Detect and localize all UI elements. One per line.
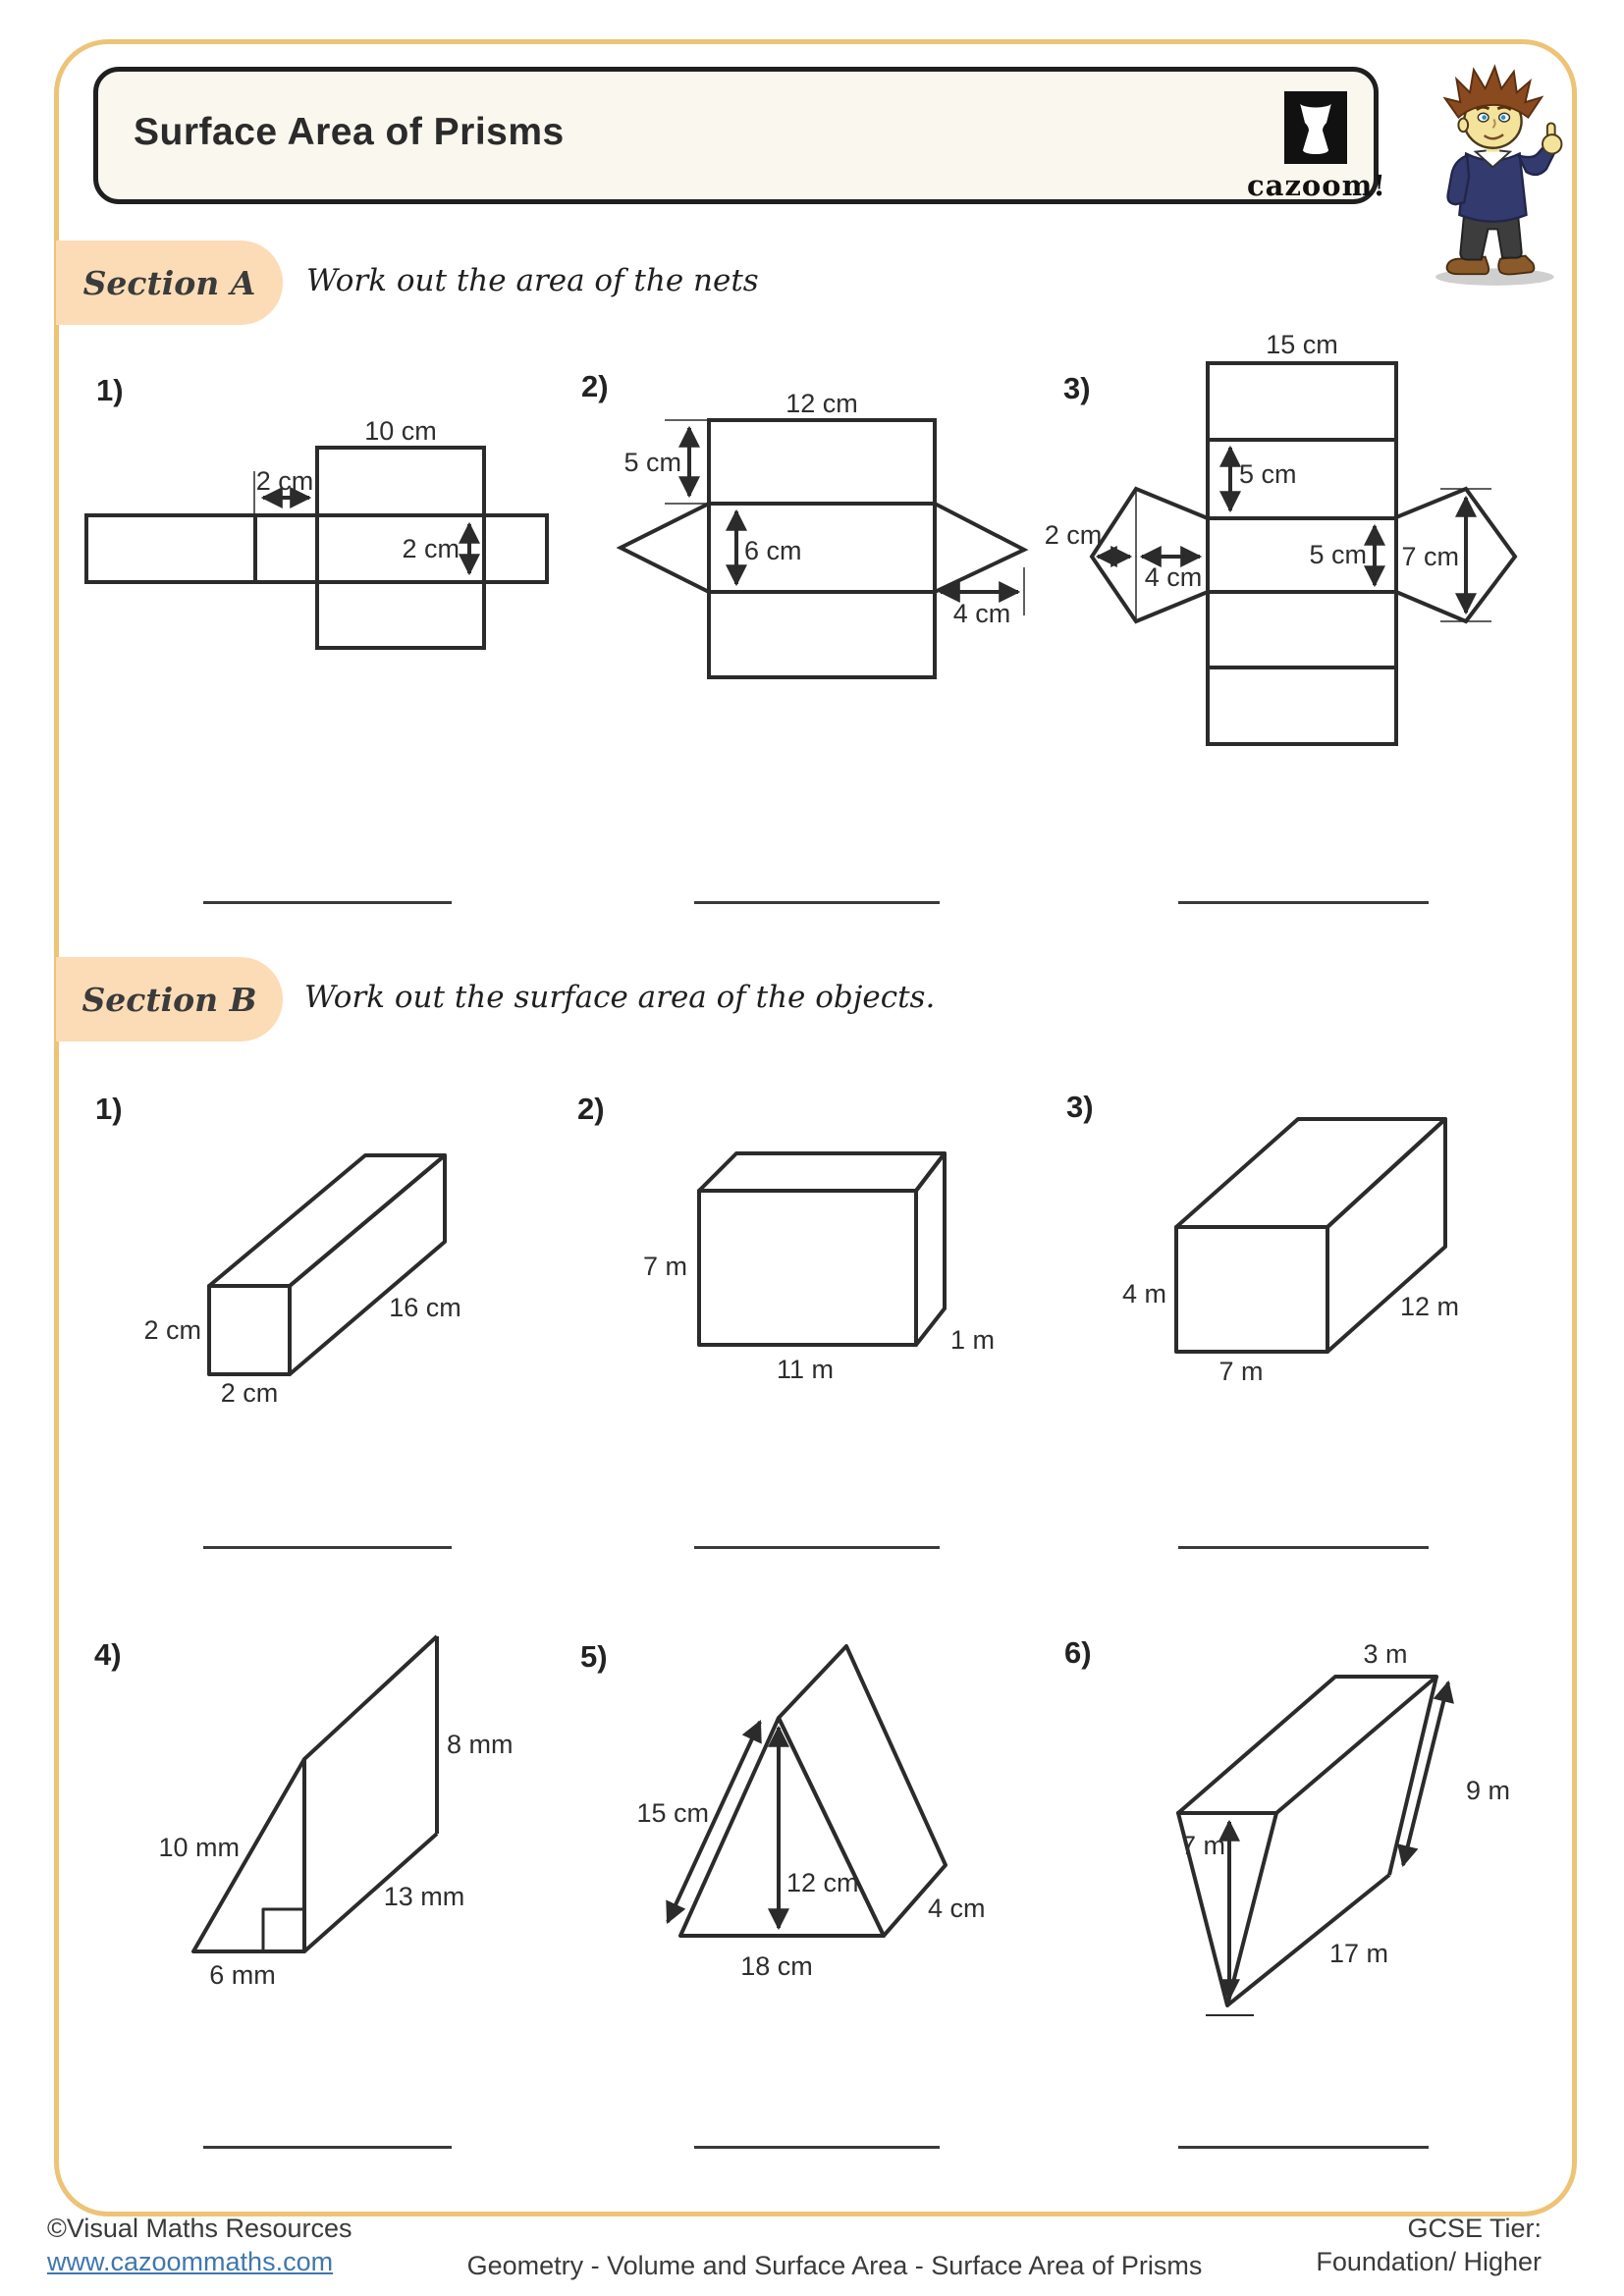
question-number-b1: 1)	[95, 1092, 123, 1126]
section-a-label: Section A	[82, 263, 256, 302]
footer-website-link[interactable]: www.cazoommaths.com	[47, 2247, 334, 2276]
section-b-instruction: Work out the surface area of the objects.	[304, 980, 936, 1015]
dim-b1-width: 2 cm	[220, 1378, 279, 1408]
dim-b4-length: 13 mm	[383, 1882, 465, 1911]
footer-tier-label: GCSE Tier:	[1407, 2214, 1542, 2243]
dim-a3-body: 4 cm	[1144, 562, 1203, 592]
title-box	[93, 67, 1387, 204]
dim-b5-height: 12 cm	[786, 1868, 859, 1897]
dim-a2-top: 12 cm	[785, 389, 858, 418]
dim-b1-height: 2 cm	[143, 1315, 201, 1345]
dim-b2-depth: 1 m	[950, 1325, 996, 1355]
dim-a2-base: 4 cm	[952, 599, 1011, 628]
section-b-label: Section B	[81, 980, 257, 1019]
left-pupil	[1482, 115, 1487, 120]
cazoom-logo	[1247, 91, 1387, 202]
answer-line	[694, 901, 940, 904]
mascot-character	[1401, 59, 1578, 290]
section-a-instruction: Work out the area of the nets	[306, 263, 759, 298]
question-number-b5: 5)	[580, 1639, 608, 1674]
footer-tier-value: Foundation/ Higher	[1316, 2247, 1542, 2276]
dim-b3-depth: 12 m	[1399, 1292, 1460, 1321]
dim-b3-width: 7 m	[1218, 1357, 1264, 1386]
dim-a1-top: 10 cm	[364, 416, 437, 446]
left-arm	[1448, 156, 1470, 205]
dim-b6-length: 17 m	[1328, 1939, 1389, 1968]
page-title: Surface Area of Prisms	[134, 111, 565, 153]
dim-b6-slant: 9 m	[1466, 1776, 1511, 1805]
section-a-tag	[56, 240, 283, 325]
dim-b4-hypotenuse: 10 mm	[158, 1833, 240, 1862]
section-b-row1-diagrams	[59, 1080, 1542, 1433]
question-number-a3: 3)	[1063, 371, 1091, 405]
dim-a3-top: 15 cm	[1266, 330, 1338, 359]
answer-line	[1178, 901, 1429, 904]
section-b-row2-diagrams	[59, 1620, 1551, 2037]
logo-text: cazoom!	[1247, 169, 1387, 202]
dim-b5-slant: 15 cm	[636, 1798, 709, 1828]
dim-a2-flap: 5 cm	[623, 448, 681, 477]
section-a-diagrams	[59, 324, 1571, 766]
question-number-b4: 4)	[94, 1637, 122, 1672]
dim-a3-flap: 5 cm	[1239, 459, 1297, 489]
dim-b4-base: 6 mm	[209, 1960, 276, 1990]
dim-b5-depth: 4 cm	[928, 1894, 986, 1923]
dim-b5-base: 18 cm	[740, 1951, 813, 1981]
section-b-tag	[56, 957, 283, 1041]
answer-line	[203, 1546, 452, 1549]
object-2-cuboid	[699, 1153, 945, 1345]
question-number-a2: 2)	[581, 369, 609, 403]
dim-b2-width: 11 m	[776, 1355, 835, 1384]
answer-line	[694, 1546, 940, 1549]
answer-line	[1178, 2146, 1429, 2149]
answer-line	[203, 2146, 452, 2149]
question-number-b2: 2)	[577, 1092, 605, 1126]
dim-b3-height: 4 m	[1121, 1279, 1166, 1308]
dim-a1-gap: 2 cm	[255, 466, 314, 496]
dim-b2-height: 7 m	[642, 1252, 687, 1281]
hourglass-icon	[1284, 91, 1347, 166]
question-number-b3: 3)	[1066, 1090, 1094, 1124]
dim-a1-height: 2 cm	[402, 534, 460, 563]
object-1-long-cuboid	[209, 1155, 445, 1374]
dim-b4-height: 8 mm	[447, 1730, 514, 1759]
answer-line	[694, 2146, 940, 2149]
question-number-a1: 1)	[96, 373, 124, 407]
answer-line	[1178, 1546, 1429, 1549]
dim-a2-height: 6 cm	[744, 536, 802, 565]
right-pupil	[1501, 115, 1506, 120]
dim-a3-apex: 2 cm	[1044, 520, 1103, 550]
answer-line	[203, 901, 452, 904]
footer-topic: Geometry - Volume and Surface Area - Surface Area of Prisms	[466, 2251, 1203, 2280]
net-1-cuboid	[86, 448, 547, 648]
ear	[1458, 119, 1468, 133]
fist	[1543, 134, 1561, 153]
question-number-b6: 6)	[1064, 1635, 1092, 1670]
footer-copyright: ©Visual Maths Resources	[47, 2214, 352, 2243]
dim-a3-face: 7 cm	[1401, 542, 1459, 571]
dim-b6-height: 7 m	[1180, 1831, 1225, 1860]
dim-b6-top: 3 m	[1363, 1639, 1408, 1669]
dim-a3-height: 5 cm	[1309, 540, 1367, 569]
dim-b1-length: 16 cm	[389, 1293, 461, 1322]
